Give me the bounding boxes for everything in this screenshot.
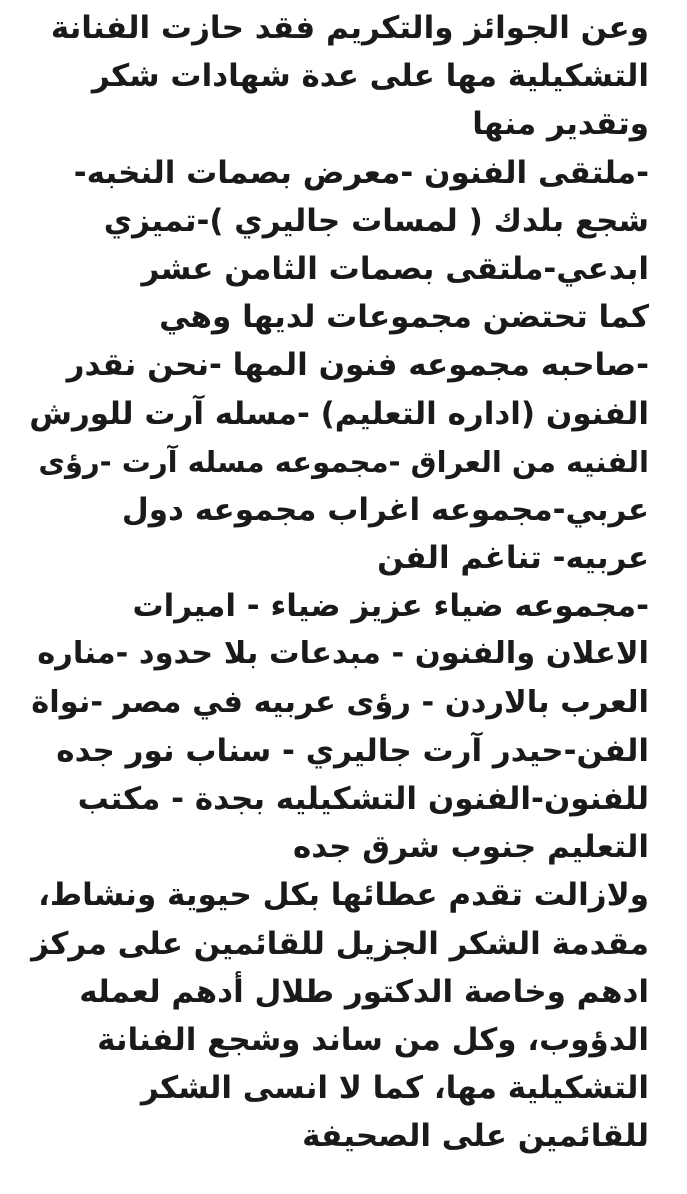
text-line: التشكيلية مها، كما لا انسى الشكر — [140, 1070, 649, 1107]
text-line: للقائمين على الصحيفة — [302, 1118, 649, 1155]
text-line: ابدعي-ملتقى بصمات الثامن عشر — [141, 250, 649, 287]
text-line: -مجموعه ضياء عزيز ضياء - اميرات — [132, 588, 649, 625]
text-line: الاعلان والفنون - مبدعات بلا حدود -مناره — [37, 636, 649, 672]
text-line: ادهم وخاصة الدكتور طلال أدهم لعمله — [79, 973, 649, 1010]
text-line: الفنون (اداره التعليم) -مسله آرت للورش — [29, 395, 649, 432]
article-body — [29, 4, 649, 1161]
text-line: وتقدير منها — [472, 106, 649, 143]
text-line: الدؤوب، وكل من ساند وشجع الفنانة — [97, 1021, 649, 1058]
text-line: مقدمة الشكر الجزيل للقائمين على مركز — [31, 925, 649, 962]
text-line: التشكيلية مها على عدة شهادات شكر — [91, 58, 649, 95]
text-line: عربي-مجموعه اغراب مجموعه دول — [121, 491, 649, 528]
text-line: الفن-حيدر آرت جاليري - سناب نور جده — [56, 732, 649, 769]
text-line: -صاحبه مجموعه فنون المها -نحن نقدر — [66, 347, 649, 384]
text-line: عربيه- تناغم الفن — [377, 540, 649, 577]
text-line: وعن الجوائز والتكريم فقد حازت الفنانة — [50, 10, 649, 46]
text-line: الفنيه من العراق -مجموعه مسله آرت -رؤى — [38, 444, 649, 479]
text-line: -ملتقى الفنون -معرض بصمات النخبه- — [73, 154, 649, 191]
text-line: ولازالت تقدم عطائها بكل حيوية ونشاط، — [38, 877, 649, 914]
text-line: شجع بلدك ( لمسات جاليري )-تميزي — [103, 202, 649, 239]
text-line: كما تحتضن مجموعات لديها وهي — [159, 299, 649, 336]
text-line: للفنون-الفنون التشكيليه بجدة - مكتب — [77, 781, 649, 817]
text-line: العرب بالاردن - رؤى عربيه في مصر -نواة — [31, 684, 649, 720]
text-line: التعليم جنوب شرق جده — [292, 829, 649, 866]
